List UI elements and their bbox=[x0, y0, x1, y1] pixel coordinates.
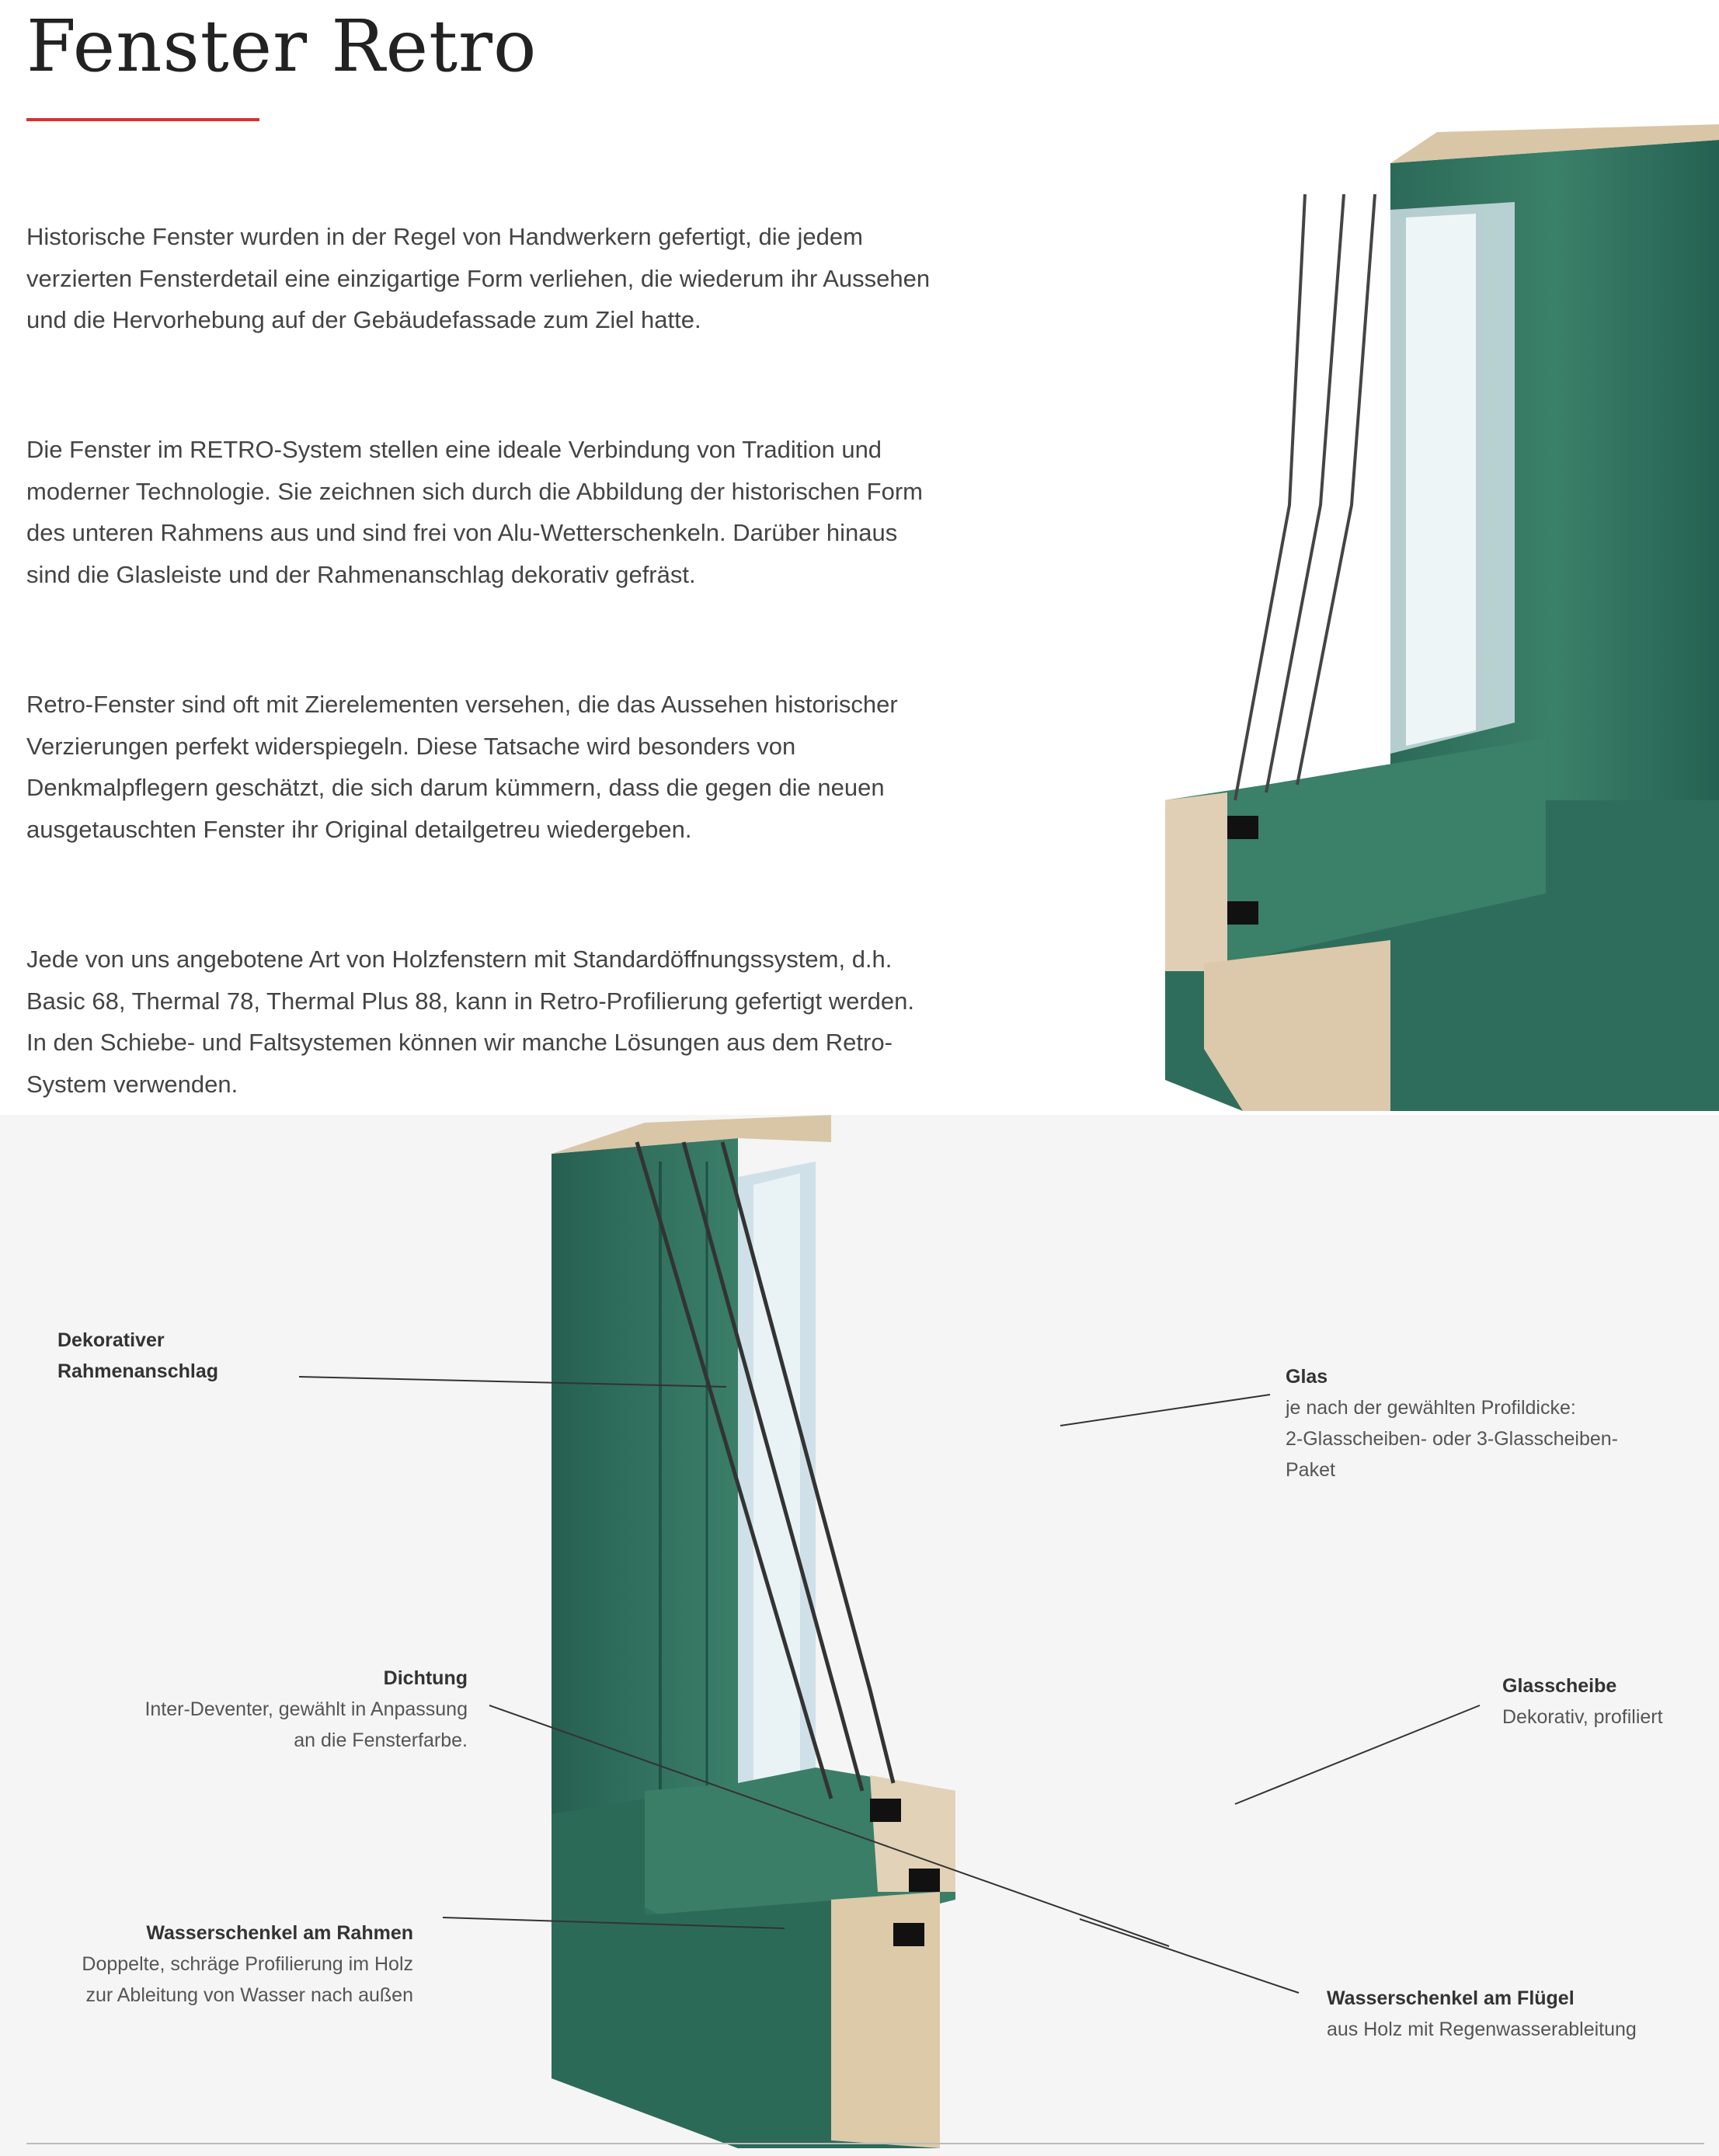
label-wasserschenkel-rahmen-desc-2: zur Ableitung von Wasser nach außen bbox=[85, 1984, 413, 2006]
label-rahmenanschlag-title-2: Rahmenanschlag bbox=[57, 1360, 219, 1382]
label-rahmenanschlag bbox=[57, 1325, 218, 1387]
label-dichtung-desc-1: Inter-Deventer, gewählt in Anpassung bbox=[144, 1698, 468, 1720]
label-wasserschenkel-fluegel bbox=[1327, 1983, 1637, 2045]
label-glasscheibe-title: Glasscheibe bbox=[1502, 1675, 1617, 1697]
page-title: Fenster Retro bbox=[26, 5, 538, 88]
window-profile-diagram bbox=[505, 1115, 1243, 2148]
label-glas-desc-3: Paket bbox=[1286, 1459, 1335, 1481]
window-profile-image-top bbox=[1111, 117, 1719, 1111]
label-glas bbox=[1286, 1361, 1618, 1486]
label-dichtung-desc-2: an die Fensterfarbe. bbox=[294, 1729, 468, 1751]
paragraph-retro-system: Die Fenster im RETRO-System stellen eine ideale Verbindung von Tradition und moderner Technologie. Sie zeichnen sich durch die Abbildung der historischen Form des unteren Rahmens aus und sind frei von Alu-Wetterschenkeln. Darüber hinaus sind die Glasleiste und der Rahmenanschlag dekorativ gefräst. bbox=[26, 436, 923, 588]
label-glas-desc-2: 2-Glasscheiben- oder 3-Glasscheiben- bbox=[1286, 1428, 1618, 1450]
paragraph-intro: Historische Fenster wurden in der Regel von Handwerkern gefertigt, die jedem verzierten Fensterdetail eine einzigartige Form verliehen, die wiederum ihr Aussehen und die Hervorhebung auf der Gebäudefassade zum Ziel hatte. bbox=[26, 223, 931, 333]
label-rahmenanschlag-title-1: Dekorativer bbox=[57, 1329, 165, 1351]
label-wasserschenkel-fluegel-desc: aus Holz mit Regenwasserableitung bbox=[1327, 2018, 1637, 2040]
label-dichtung bbox=[47, 1663, 468, 1756]
label-glasscheibe-desc: Dekorativ, profiliert bbox=[1502, 1706, 1663, 1728]
title-underline bbox=[26, 118, 259, 121]
label-glasscheibe bbox=[1502, 1670, 1663, 1733]
label-glas-desc-1: je nach der gewählten Profildicke: bbox=[1286, 1397, 1576, 1419]
label-glas-title: Glas bbox=[1286, 1366, 1328, 1388]
label-wasserschenkel-fluegel-title: Wasserschenkel am Flügel bbox=[1327, 1987, 1575, 2009]
bottom-divider bbox=[26, 2143, 1704, 2144]
label-wasserschenkel-rahmen-desc-1: Doppelte, schräge Profilierung im Holz bbox=[82, 1953, 413, 1975]
label-wasserschenkel-rahmen bbox=[16, 1917, 413, 2011]
paragraph-available-types: Jede von uns angebotene Art von Holzfenstern mit Standardöffnungssystem, d.h. Basic 68, Thermal 78, Thermal Plus 88, kann in Retro-Profilierung gefertigt werden. In den Schiebe- und Faltsystemen können wir manche Lösungen aus dem Retro-System verwenden. bbox=[26, 946, 914, 1098]
label-dichtung-title: Dichtung bbox=[383, 1667, 468, 1689]
label-wasserschenkel-rahmen-title: Wasserschenkel am Rahmen bbox=[146, 1922, 413, 1944]
paragraph-decorations: Retro-Fenster sind oft mit Zierelementen versehen, die das Aussehen historischer Verzierungen perfekt widerspiegeln. Diese Tatsache wird besonders von Denkmalpflegern geschätzt, die sich darum kümmern, dass die gegen die neuen ausgetauschten Fenster ihr Original detailgetreu wiedergeben. bbox=[26, 691, 898, 843]
